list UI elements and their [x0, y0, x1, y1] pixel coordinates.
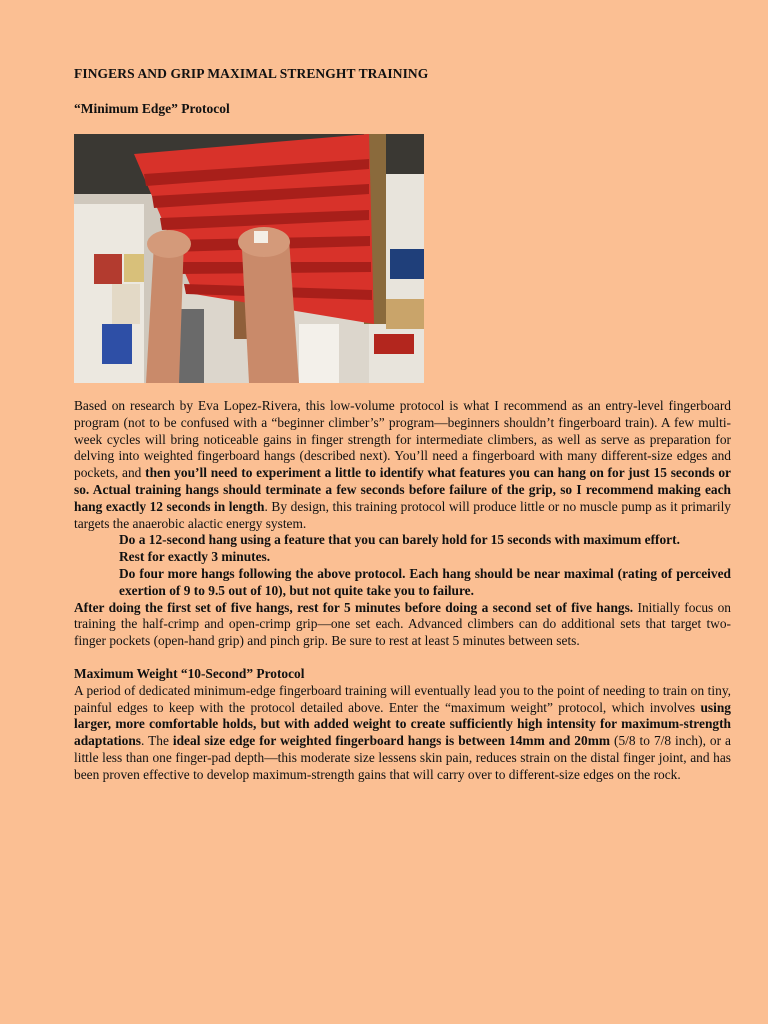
- paragraph-sets: [74, 600, 731, 650]
- section-title-minimum-edge: “Minimum Edge” Protocol: [74, 101, 230, 116]
- paragraph-text: A period of dedicated minimum-edge fingerboard training will eventually lead you to the point of needing to train on tiny, painful edges to keep with the protocol detailed above. Enter the “maximum weight” protocol, which involves: [74, 682, 731, 715]
- photo-illustration: [74, 134, 424, 383]
- protocol-step-2: Rest for exactly 3 minutes.: [119, 549, 271, 565]
- protocol-step-3: Do four more hangs following the above protocol. Each hang should be near maximal (rating of perceived exertion of 9 to 9.5 out of 10), but not quite take you to failure.: [119, 565, 731, 598]
- article-body: [74, 398, 731, 784]
- paragraph-intro: [74, 398, 731, 532]
- paragraph-emphasis: using larger, more comfortable holds, but with added weight to create sufficiently high intensity for maximum-strength adaptations: [74, 699, 731, 749]
- paragraph-text: . By design, this training protocol will produce little or no muscle pump as it primarily targets the anaerobic alactic energy system.: [74, 498, 731, 531]
- protocol-step-1: Do a 12-second hang using a feature that you can barely hold for 15 seconds with maximum effort.: [119, 532, 680, 548]
- paragraph-emphasis: After doing the first set of five hangs, rest for 5 minutes before doing a second set of five hangs.: [74, 599, 634, 615]
- paragraph-text: . The: [140, 733, 173, 749]
- paragraph-max-weight: [74, 683, 731, 784]
- paragraph-text: Initially focus on training the half-crimp and open-crimp grip—one set each. Advanced climbers can do additional sets that target two-finger pockets (open-hand grip) and pinch grip. Be sure to rest at least 5 minutes between sets.: [74, 599, 731, 649]
- paragraph-text: (5/8 to 7/8 inch), or a little less than one finger-pad depth—this moderate size lessens skin pain, reduces strain on the distal finger joint, and has been proven effective to develop maximum-strength gains that will carry over to different-size edges on the rock.: [74, 733, 731, 782]
- paragraph-emphasis: ideal size edge for weighted fingerboard hangs is between 14mm and 20mm: [172, 733, 611, 749]
- page-title: FINGERS AND GRIP MAXIMAL STRENGHT TRAINING: [74, 66, 429, 81]
- section-title-max-weight: Maximum Weight “10-Second” Protocol: [74, 665, 305, 681]
- paragraph-emphasis: then you’ll need to experiment a little to identify what features you can hang on for just 15 seconds or so. Actual training hangs should terminate a few seconds before failure of the grip, so I recommend making each hang exactly 12 seconds in length: [74, 465, 731, 514]
- paragraph-text: Based on research by Eva Lopez-Rivera, this low-volume protocol is what I recommend as an entry-level fingerboard program (not to be confused with a “beginner climber’s” program—beginners shouldn’t fingerboard train). A few multi-week cycles will bring noticeable gains in finger strength for intermediate climbers, as well as serve as preparation for delving into weighted fingerboard hangs (described next). You’ll need a fingerboard with many different-size edges and pockets, and: [74, 398, 731, 481]
- fingerboard-hang-photo: [74, 134, 424, 383]
